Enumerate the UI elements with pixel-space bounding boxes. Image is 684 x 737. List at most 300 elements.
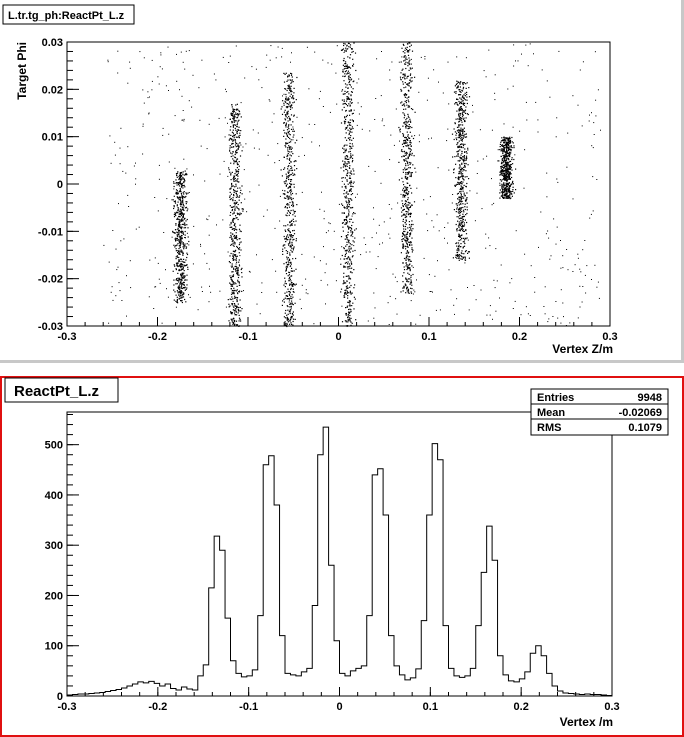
scatter-point	[285, 101, 286, 102]
scatter-point	[409, 148, 410, 149]
scatter-point	[407, 132, 408, 133]
scatter-point	[459, 157, 460, 158]
scatter-point	[546, 173, 547, 174]
scatter-point	[209, 269, 210, 270]
scatter-point	[185, 231, 186, 232]
scatter-point	[465, 83, 466, 84]
scatter-point	[291, 91, 292, 92]
scatter-point	[407, 114, 408, 115]
scatter-point	[286, 96, 287, 97]
scatter-point	[348, 103, 349, 104]
scatter-point	[411, 149, 412, 150]
scatter-point	[285, 230, 286, 231]
scatter-point	[353, 81, 354, 82]
scatter-point	[286, 326, 287, 327]
scatter-point	[177, 283, 178, 284]
scatter-point	[410, 277, 411, 278]
scatter-point	[368, 321, 369, 322]
scatter-point	[330, 112, 331, 113]
scatter-point	[502, 179, 503, 180]
scatter-point	[502, 194, 503, 195]
scatter-point	[288, 237, 289, 238]
scatter-point	[179, 261, 180, 262]
scatter-point	[409, 207, 410, 208]
scatter-point	[507, 186, 508, 187]
scatter-point	[241, 185, 242, 186]
scatter-point	[405, 163, 406, 164]
scatter-point	[408, 172, 409, 173]
scatter-point	[490, 315, 491, 316]
scatter-point	[344, 66, 345, 67]
scatter-point	[288, 128, 289, 129]
scatter-point	[447, 243, 448, 244]
scatter-point	[231, 138, 232, 139]
scatter-point	[293, 235, 294, 236]
scatter-point	[457, 147, 458, 148]
scatter-point	[504, 145, 505, 146]
scatter-x-tick-label: 0.2	[511, 331, 528, 343]
scatter-point	[249, 191, 250, 192]
scatter-point	[229, 169, 230, 170]
scatter-point	[230, 138, 231, 139]
scatter-point	[180, 290, 181, 291]
scatter-point	[286, 177, 287, 178]
scatter-point	[184, 277, 185, 278]
scatter-point	[405, 260, 406, 261]
scatter-point	[174, 206, 175, 207]
scatter-point	[467, 207, 468, 208]
scatter-point	[289, 148, 290, 149]
scatter-point	[454, 185, 455, 186]
scatter-point	[233, 243, 234, 244]
scatter-point	[238, 208, 239, 209]
scatter-point	[391, 208, 392, 209]
scatter-point	[548, 318, 549, 319]
scatter-point	[348, 292, 349, 293]
scatter-point	[348, 242, 349, 243]
scatter-point	[176, 238, 177, 239]
scatter-point	[340, 167, 341, 168]
scatter-point	[530, 43, 531, 44]
scatter-point	[177, 234, 178, 235]
scatter-point	[237, 196, 238, 197]
scatter-point	[296, 204, 297, 205]
scatter-point	[504, 147, 505, 148]
scatter-point	[347, 291, 348, 292]
scatter-x-tick-label: 0.1	[421, 331, 437, 343]
scatter-point	[477, 173, 478, 174]
scatter-point	[295, 284, 296, 285]
scatter-point	[233, 269, 234, 270]
scatter-point	[513, 127, 514, 128]
scatter-point	[460, 182, 461, 183]
scatter-point	[513, 145, 514, 146]
scatter-point	[344, 207, 345, 208]
scatter-point	[464, 222, 465, 223]
scatter-point	[178, 228, 179, 229]
scatter-y-tick-label: -0.02	[37, 273, 63, 286]
scatter-point	[232, 229, 233, 230]
scatter-point	[406, 142, 407, 143]
scatter-point	[455, 85, 456, 86]
scatter-point	[180, 247, 181, 248]
scatter-point	[292, 148, 293, 149]
scatter-point	[344, 184, 345, 185]
scatter-point	[486, 156, 487, 157]
scatter-point	[461, 250, 462, 251]
scatter-point	[239, 113, 240, 114]
scatter-point	[411, 226, 412, 227]
scatter-point	[406, 95, 407, 96]
scatter-point	[580, 271, 581, 272]
scatter-point	[238, 181, 239, 182]
scatter-point	[201, 60, 202, 61]
scatter-point	[350, 227, 351, 228]
scatter-point	[233, 288, 234, 289]
scatter-point	[291, 282, 292, 283]
scatter-point	[508, 158, 509, 159]
scatter-point	[502, 146, 503, 147]
scatter-point	[406, 59, 407, 60]
scatter-point	[231, 313, 232, 314]
scatter-point	[388, 234, 389, 235]
scatter-point	[485, 248, 486, 249]
scatter-point	[185, 227, 186, 228]
scatter-point	[291, 307, 292, 308]
scatter-point	[350, 207, 351, 208]
scatter-point	[410, 75, 411, 76]
scatter-point	[404, 50, 405, 51]
scatter-point	[234, 230, 235, 231]
scatter-point	[182, 120, 183, 121]
scatter-point	[505, 168, 506, 169]
scatter-point	[405, 82, 406, 83]
scatter-point	[346, 281, 347, 282]
scatter-point	[180, 282, 181, 283]
scatter-point	[463, 94, 464, 95]
scatter-point	[353, 88, 354, 89]
scatter-point	[461, 103, 462, 104]
scatter-point	[282, 100, 283, 101]
scatter-point	[501, 140, 502, 141]
scatter-point	[409, 85, 410, 86]
scatter-point	[231, 271, 232, 272]
scatter-point	[260, 313, 261, 314]
scatter-point	[461, 140, 462, 141]
scatter-point	[231, 267, 232, 268]
scatter-point	[398, 162, 399, 163]
scatter-point	[295, 142, 296, 143]
scatter-point	[454, 156, 455, 157]
scatter-point	[294, 174, 295, 175]
scatter-point	[404, 196, 405, 197]
scatter-point	[179, 296, 180, 297]
scatter-point	[232, 255, 233, 256]
scatter-point	[348, 121, 349, 122]
scatter-point	[408, 101, 409, 102]
scatter-point	[481, 290, 482, 291]
scatter-point	[390, 218, 391, 219]
scatter-point	[344, 224, 345, 225]
scatter-point	[236, 193, 237, 194]
scatter-point	[346, 50, 347, 51]
scatter-point	[346, 96, 347, 97]
scatter-point	[499, 174, 500, 175]
scatter-point	[406, 100, 407, 101]
scatter-point	[182, 220, 183, 221]
scatter-point	[269, 101, 270, 102]
scatter-point	[534, 292, 535, 293]
scatter-point	[184, 222, 185, 223]
scatter-point	[234, 161, 235, 162]
stats-rms-value: 0.1079	[628, 422, 662, 434]
scatter-point	[463, 100, 464, 101]
scatter-point	[237, 146, 238, 147]
scatter-point	[403, 228, 404, 229]
scatter-point	[515, 301, 516, 302]
scatter-point	[231, 227, 232, 228]
scatter-point	[286, 292, 287, 293]
scatter-point	[295, 221, 296, 222]
scatter-point	[182, 268, 183, 269]
scatter-point	[460, 246, 461, 247]
histogram-x-tick-label: 0.2	[513, 701, 529, 713]
scatter-point	[467, 237, 468, 238]
scatter-point	[462, 182, 463, 183]
scatter-point	[179, 181, 180, 182]
scatter-point	[175, 203, 176, 204]
scatter-point	[555, 301, 556, 302]
scatter-point	[237, 174, 238, 175]
scatter-point	[172, 231, 173, 232]
scatter-point	[240, 310, 241, 311]
scatter-point	[549, 259, 550, 260]
scatter-point	[405, 119, 406, 120]
scatter-point	[459, 213, 460, 214]
scatter-point	[409, 70, 410, 71]
scatter-point	[240, 320, 241, 321]
scatter-point	[183, 259, 184, 260]
scatter-point	[432, 292, 433, 293]
scatter-point	[174, 266, 175, 267]
scatter-point	[292, 153, 293, 154]
scatter-point	[350, 322, 351, 323]
scatter-point	[462, 218, 463, 219]
scatter-point	[241, 291, 242, 292]
scatter-point	[408, 209, 409, 210]
scatter-point	[460, 155, 461, 156]
scatter-point	[463, 179, 464, 180]
scatter-point	[186, 193, 187, 194]
scatter-point	[443, 93, 444, 94]
scatter-point	[411, 136, 412, 137]
scatter-point	[314, 52, 315, 53]
scatter-point	[408, 42, 409, 43]
scatter-point	[242, 208, 243, 209]
scatter-point	[291, 197, 292, 198]
scatter-point	[409, 213, 410, 214]
scatter-point	[180, 259, 181, 260]
scatter-point	[182, 274, 183, 275]
scatter-point	[177, 240, 178, 241]
scatter-point	[291, 284, 292, 285]
scatter-point	[461, 135, 462, 136]
scatter-point	[291, 301, 292, 302]
scatter-point	[234, 246, 235, 247]
scatter-point	[462, 139, 463, 140]
scatter-point	[563, 316, 564, 317]
scatter-point	[193, 75, 194, 76]
scatter-chart	[0, 0, 684, 363]
scatter-point	[234, 324, 235, 325]
scatter-point	[234, 223, 235, 224]
scatter-point	[182, 231, 183, 232]
scatter-point	[501, 148, 502, 149]
scatter-point	[464, 246, 465, 247]
scatter-point	[500, 146, 501, 147]
scatter-point	[409, 64, 410, 65]
scatter-point	[464, 144, 465, 145]
scatter-point	[292, 245, 293, 246]
scatter-point	[503, 176, 504, 177]
scatter-point	[501, 168, 502, 169]
scatter-point	[236, 206, 237, 207]
scatter-point	[294, 213, 295, 214]
scatter-point	[180, 292, 181, 293]
scatter-point	[344, 91, 345, 92]
scatter-point	[464, 131, 465, 132]
scatter-point	[348, 320, 349, 321]
scatter-point	[288, 228, 289, 229]
scatter-point	[347, 268, 348, 269]
scatter-point	[288, 179, 289, 180]
scatter-point	[343, 152, 344, 153]
scatter-point	[462, 183, 463, 184]
scatter-point	[284, 197, 285, 198]
scatter-point	[592, 176, 593, 177]
scatter-point	[372, 237, 373, 238]
scatter-point	[127, 195, 128, 196]
scatter-point	[129, 62, 130, 63]
scatter-point	[285, 125, 286, 126]
scatter-point	[294, 88, 295, 89]
scatter-point	[348, 130, 349, 131]
scatter-point	[291, 94, 292, 95]
scatter-point	[285, 215, 286, 216]
scatter-point	[403, 74, 404, 75]
scatter-point	[231, 179, 232, 180]
scatter-point	[287, 234, 288, 235]
scatter-point	[235, 229, 236, 230]
scatter-point	[403, 143, 404, 144]
scatter-point	[403, 140, 404, 141]
scatter-point	[240, 249, 241, 250]
scatter-point	[234, 120, 235, 121]
scatter-point	[403, 134, 404, 135]
scatter-point	[178, 207, 179, 208]
scatter-point	[460, 81, 461, 82]
scatter-point	[209, 301, 210, 302]
scatter-point	[411, 192, 412, 193]
scatter-point	[462, 216, 463, 217]
scatter-point	[376, 58, 377, 59]
scatter-point	[237, 176, 238, 177]
scatter-point	[166, 288, 167, 289]
scatter-point	[403, 234, 404, 235]
scatter-point	[410, 234, 411, 235]
scatter-point	[369, 130, 370, 131]
scatter-point	[460, 136, 461, 137]
scatter-point	[187, 269, 188, 270]
scatter-point	[287, 90, 288, 91]
scatter-point	[467, 253, 468, 254]
scatter-point	[289, 198, 290, 199]
scatter-point	[411, 275, 412, 276]
scatter-point	[181, 187, 182, 188]
scatter-point	[162, 323, 163, 324]
scatter-point	[505, 170, 506, 171]
scatter-point	[286, 204, 287, 205]
scatter-point	[177, 236, 178, 237]
scatter-point	[521, 314, 522, 315]
scatter-point	[185, 245, 186, 246]
scatter-point	[402, 244, 403, 245]
scatter-point	[289, 98, 290, 99]
scatter-point	[290, 184, 291, 185]
scatter-point	[296, 193, 297, 194]
scatter-point	[293, 81, 294, 82]
scatter-point	[404, 269, 405, 270]
scatter-point	[505, 162, 506, 163]
scatter-point	[411, 64, 412, 65]
scatter-point	[405, 229, 406, 230]
scatter-point	[464, 152, 465, 153]
scatter-point	[466, 136, 467, 137]
scatter-point	[231, 286, 232, 287]
scatter-point	[236, 186, 237, 187]
scatter-point	[181, 295, 182, 296]
scatter-point	[373, 219, 374, 220]
scatter-point	[405, 126, 406, 127]
scatter-point	[348, 232, 349, 233]
scatter-point	[458, 173, 459, 174]
scatter-point	[583, 61, 584, 62]
scatter-point	[178, 261, 179, 262]
scatter-point	[179, 245, 180, 246]
scatter-point	[178, 179, 179, 180]
scatter-point	[237, 124, 238, 125]
scatter-point	[293, 116, 294, 117]
scatter-point	[407, 251, 408, 252]
scatter-point	[460, 218, 461, 219]
scatter-point	[233, 276, 234, 277]
scatter-point	[352, 102, 353, 103]
scatter-point	[402, 105, 403, 106]
scatter-point	[352, 193, 353, 194]
scatter-point	[458, 178, 459, 179]
scatter-point	[339, 204, 340, 205]
scatter-point	[343, 43, 344, 44]
scatter-point	[291, 129, 292, 130]
scatter-point	[239, 318, 240, 319]
scatter-point	[174, 196, 175, 197]
scatter-point	[235, 256, 236, 257]
scatter-point	[349, 277, 350, 278]
scatter-point	[349, 259, 350, 260]
scatter-point	[462, 207, 463, 208]
scatter-point	[285, 94, 286, 95]
scatter-point	[287, 318, 288, 319]
